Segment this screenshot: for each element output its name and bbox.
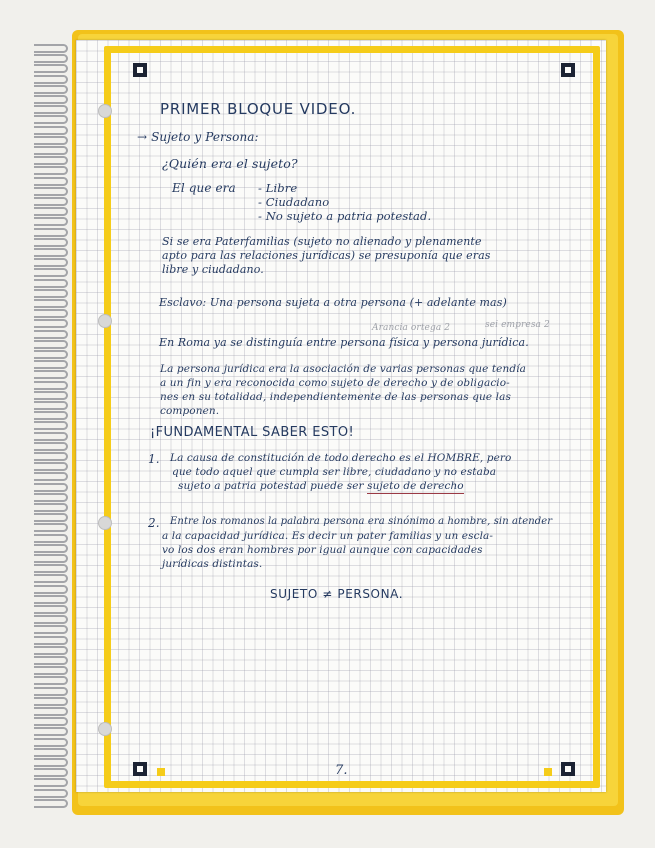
spiral-coil [34,676,68,685]
spiral-coil [34,738,68,747]
spiral-coil [34,54,68,63]
spiral-coil [34,585,68,594]
spiral-coil [34,166,68,175]
spiral-coil [34,656,68,665]
spiral-coil [34,330,68,339]
spiral-coil [34,513,68,522]
spiral-coil [34,136,68,145]
spiral-coil [34,615,68,624]
spiral-coil [34,462,68,471]
spiral-coil [34,727,68,736]
spiral-coil [34,472,68,481]
answer-item: - Libre [258,181,298,195]
spiral-coil [34,421,68,430]
point-line: que todo aquel que cumpla ser libre, ciudadano y no estaba [172,466,497,478]
spiral-coil [34,309,68,318]
point-line: Entre los romanos la palabra persona era sinónimo a hombre, sin atender [170,516,553,527]
punch-hole [98,516,112,530]
notes-question: ¿Quién era el sujeto? [162,156,298,171]
spiral-coil [34,238,68,247]
spiral-coil [34,687,68,696]
answer-item: - No sujeto a patria potestad. [258,209,432,223]
spiral-coil [34,799,68,808]
paragraph-line: componen. [160,405,220,417]
fundamental-heading: ¡FUNDAMENTAL SABER ESTO! [150,425,355,440]
spiral-coil [34,268,68,277]
spiral-coil [34,646,68,655]
spiral-coil [34,289,68,298]
spiral-coil [34,228,68,237]
spiral-coil [34,564,68,573]
spiral-coil [34,758,68,767]
spiral-coil [34,197,68,206]
spiral-coil [34,605,68,614]
spiral-binding [34,40,74,810]
conclusion: SUJETO ≠ PERSONA. [270,587,404,601]
spiral-coil [34,707,68,716]
spiral-coil [34,432,68,441]
spiral-coil [34,666,68,675]
paragraph-line: La persona jurídica era la asociación de varias personas que tendía [160,363,526,375]
spiral-coil [34,146,68,155]
spiral-coil [34,748,68,757]
spiral-coil [34,717,68,726]
spiral-coil [34,105,68,114]
spiral-coil [34,187,68,196]
page-number: 7. [335,763,348,778]
paragraph-line: Si se era Paterfamilias (sujeto no alienado y plenamente [162,235,482,248]
spiral-coil [34,156,68,165]
punch-hole [98,722,112,736]
spiral-coil [34,778,68,787]
spiral-coil [34,789,68,798]
point-line: a la capacidad jurídica. Es decir un pater familias y un escla- [162,530,494,542]
spiral-coil [34,207,68,216]
spiral-coil [34,595,68,604]
paragraph-line: libre y ciudadano. [162,263,264,276]
spiral-coil [34,85,68,94]
spiral-coil [34,340,68,349]
spiral-coil [34,452,68,461]
spiral-coil [34,503,68,512]
pencil-note: sei empresa 2 [485,320,550,330]
spiral-coil [34,534,68,543]
roma-line: En Roma ya se distinguía entre persona física y persona jurídica. [159,336,529,349]
yellow-square-icon [544,768,552,776]
punch-hole [98,104,112,118]
point-line: La causa de constitución de todo derecho es el HOMBRE, pero [170,452,512,464]
point-line: jurídicas distintas. [162,558,263,570]
spiral-coil [34,44,68,53]
spiral-coil [34,64,68,73]
spiral-coil [34,768,68,777]
point-number: 1. [148,452,160,466]
spiral-coil [34,279,68,288]
spiral-coil [34,411,68,420]
corner-logo-icon [133,762,147,776]
spiral-coil [34,258,68,267]
underlined-term: sujeto de derecho [367,480,464,492]
corner-logo-icon [133,63,147,77]
spiral-coil [34,401,68,410]
spiral-coil [34,544,68,553]
spiral-coil [34,126,68,135]
spiral-coil [34,554,68,563]
notes-title: PRIMER BLOQUE VIDEO. [160,100,357,118]
paragraph-line: nes en su totalidad, independientemente de las personas que las [160,391,511,403]
spiral-coil [34,636,68,645]
spiral-coil [34,217,68,226]
yellow-square-icon [157,768,165,776]
answer-lead: El que era [172,181,236,195]
spiral-coil [34,483,68,492]
corner-logo-icon [561,63,575,77]
pencil-note: Arancia ortega 2 [372,323,451,333]
paragraph-line: apto para las relaciones jurídicas) se presuponía que eras [162,249,491,262]
point-line: vo los dos eran hombres por igual aunque con capacidades [162,544,483,556]
point-line [178,480,464,492]
answer-item: - Ciudadano [258,195,330,209]
spiral-coil [34,625,68,634]
esclavo-line: Esclavo: Una persona sujeta a otra persona (+ adelante mas) [159,296,507,309]
spiral-coil [34,697,68,706]
spiral-coil [34,299,68,308]
spiral-coil [34,115,68,124]
paragraph-line: a un fin y era reconocida como sujeto de derecho y de obligacio- [160,377,510,389]
spiral-coil [34,574,68,583]
spiral-coil [34,391,68,400]
spiral-coil [34,95,68,104]
spiral-coil [34,370,68,379]
spiral-coil [34,360,68,369]
point-line-text: sujeto a patria potestad puede ser [178,480,364,492]
spiral-coil [34,442,68,451]
spiral-coil [34,523,68,532]
punch-hole [98,314,112,328]
notes-subheading: → Sujeto y Persona: [137,130,259,144]
spiral-coil [34,319,68,328]
spiral-coil [34,493,68,502]
point-number: 2. [148,516,160,530]
spiral-coil [34,381,68,390]
spiral-coil [34,75,68,84]
spiral-coil [34,248,68,257]
spiral-coil [34,177,68,186]
corner-logo-icon [561,762,575,776]
spiral-coil [34,350,68,359]
